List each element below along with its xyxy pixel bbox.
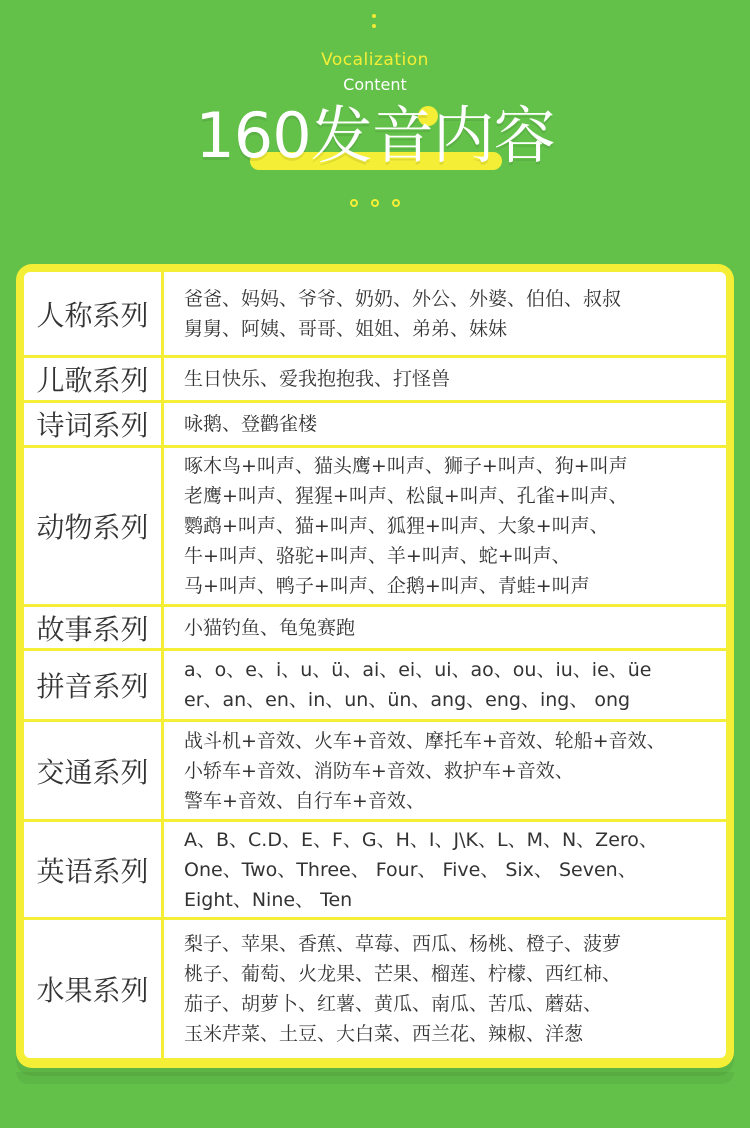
decoration-mark bbox=[372, 24, 376, 28]
content-line: 桃子、葡萄、火龙果、芒果、榴莲、柠檬、西红柿、 bbox=[184, 963, 622, 985]
page-title-block bbox=[0, 96, 750, 186]
category-content bbox=[184, 607, 720, 648]
content-line: er、an、en、in、un、ün、ang、eng、ing、 ong bbox=[184, 689, 631, 711]
content-line: One、Two、Three、 Four、 Five、 Six、 Seven、 bbox=[184, 858, 637, 881]
content-line: Eight、Nine、 Ten bbox=[184, 888, 353, 911]
content-line: 咏鹅、登鹳雀楼 bbox=[184, 413, 318, 435]
content-line: 警车+音效、自行车+音效、 bbox=[184, 789, 425, 812]
vocalization-label: Vocalization bbox=[321, 50, 429, 70]
category-label: 儿歌系列 bbox=[24, 358, 164, 400]
panel-bottom-shadow bbox=[16, 1072, 734, 1084]
page-title: 160发音内容 bbox=[195, 99, 555, 172]
category-label: 诗词系列 bbox=[24, 403, 164, 445]
content-line: 鹦鹉+叫声、猫+叫声、狐狸+叫声、大象+叫声、 bbox=[184, 515, 609, 537]
table-row bbox=[24, 722, 726, 822]
content-line: 舅舅、阿姨、哥哥、姐姐、弟弟、妹妹 bbox=[184, 317, 508, 340]
category-content bbox=[184, 920, 720, 1058]
dot-icon bbox=[371, 199, 379, 207]
category-content bbox=[184, 403, 720, 445]
category-label: 水果系列 bbox=[24, 920, 164, 1058]
category-content bbox=[184, 722, 720, 819]
content-line: 茄子、胡萝卜、红薯、黄瓜、南瓜、苦瓜、蘑菇、 bbox=[184, 993, 603, 1015]
dot-icon bbox=[350, 199, 358, 207]
dot-icon bbox=[392, 199, 400, 207]
category-content bbox=[184, 272, 720, 355]
content-line: 老鹰+叫声、猩猩+叫声、松鼠+叫声、孔雀+叫声、 bbox=[184, 485, 628, 507]
category-content bbox=[184, 358, 720, 400]
table-row bbox=[24, 607, 726, 651]
category-label: 交通系列 bbox=[24, 722, 164, 819]
table-row bbox=[24, 272, 726, 358]
category-content bbox=[184, 651, 720, 719]
decoration-mark bbox=[372, 14, 376, 18]
content-line: 生日快乐、爱我抱抱我、打怪兽 bbox=[184, 368, 451, 390]
category-label: 人称系列 bbox=[24, 272, 164, 355]
content-line: 啄木鸟+叫声、猫头鹰+叫声、狮子+叫声、狗+叫声 bbox=[184, 455, 628, 477]
content-line: 小轿车+音效、消防车+音效、救护车+音效、 bbox=[184, 759, 574, 782]
content-line: a、o、e、i、u、ü、ai、ei、ui、ao、ou、iu、ie、üe bbox=[184, 659, 652, 681]
category-label: 动物系列 bbox=[24, 448, 164, 604]
content-table bbox=[24, 272, 726, 1058]
table-row bbox=[24, 920, 726, 1058]
content-line: 爸爸、妈妈、爷爷、奶奶、外公、外婆、伯伯、叔叔 bbox=[184, 287, 622, 310]
category-label: 拼音系列 bbox=[24, 651, 164, 719]
content-line: 牛+叫声、骆驼+叫声、羊+叫声、蛇+叫声、 bbox=[184, 545, 571, 567]
content-line: 玉米芹菜、土豆、大白菜、西兰花、辣椒、洋葱 bbox=[184, 1023, 584, 1045]
content-line: 战斗机+音效、火车+音效、摩托车+音效、轮船+音效、 bbox=[184, 729, 666, 752]
table-row bbox=[24, 822, 726, 920]
content-line: 梨子、苹果、香蕉、草莓、西瓜、杨桃、橙子、菠萝 bbox=[184, 933, 622, 955]
table-row bbox=[24, 651, 726, 722]
content-table-panel bbox=[16, 264, 734, 1068]
category-content bbox=[184, 822, 720, 917]
category-label: 故事系列 bbox=[24, 607, 164, 648]
table-row bbox=[24, 358, 726, 403]
category-label: 英语系列 bbox=[24, 822, 164, 917]
content-label: Content bbox=[343, 75, 407, 94]
top-decoration-marks bbox=[372, 14, 376, 34]
content-line: 马+叫声、鸭子+叫声、企鹅+叫声、青蛙+叫声 bbox=[184, 575, 590, 597]
table-row bbox=[24, 403, 726, 448]
content-line: 小猫钓鱼、龟兔赛跑 bbox=[184, 616, 356, 639]
title-dots-decoration bbox=[350, 199, 400, 211]
content-line: A、B、C.D、E、F、G、H、I、J\K、L、M、N、Zero、 bbox=[184, 828, 658, 851]
table-row bbox=[24, 448, 726, 607]
category-content bbox=[184, 448, 720, 604]
